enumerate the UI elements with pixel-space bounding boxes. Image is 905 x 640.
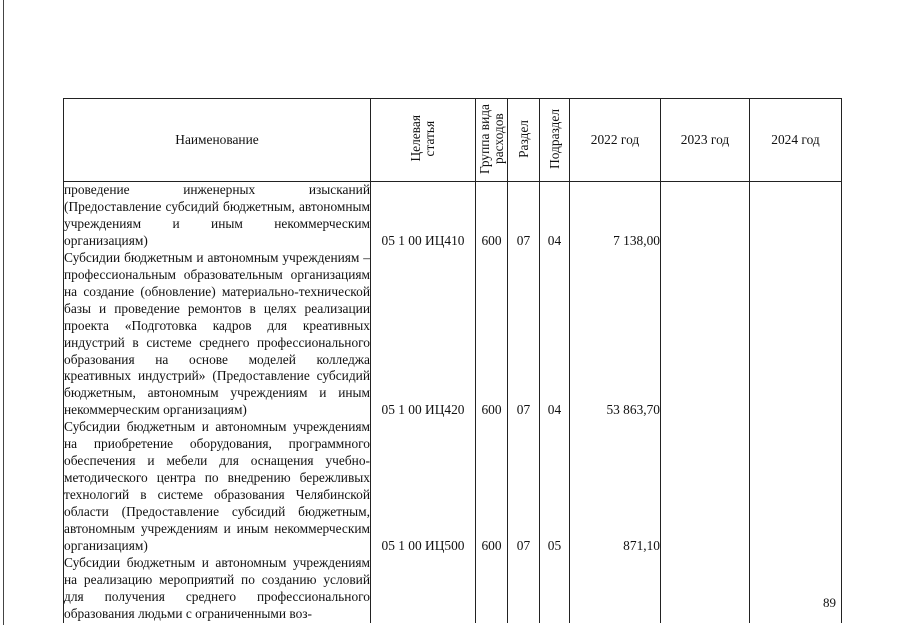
row-2022: 871,10 [570,419,661,555]
row-2023 [661,182,750,250]
row-target: 05 1 00 ИЦ420 [371,250,476,420]
header-row [64,99,842,182]
table-row [64,419,842,555]
table-row [64,182,842,250]
row-2024 [750,250,842,420]
header-subsection: Подраздел [540,99,570,182]
row-target: 05 1 00 ИЦ500 [371,419,476,555]
header-name: Наименование [64,99,371,182]
row-target [371,555,476,623]
row-group [476,555,508,623]
row-2023 [661,555,750,623]
row-section: 07 [508,419,540,555]
row-target: 05 1 00 ИЦ410 [371,182,476,250]
header-group: Группа вида расходов [476,99,508,182]
row-2022: 53 863,70 [570,250,661,420]
row-name: Субсидии бюджетным и автономным учреждениям на реализацию мероприятий по созданию условий для получения среднего профессионального образования людьми с ограниченными воз- [64,555,370,622]
header-target: Целевая статья [371,99,476,182]
row-name: Субсидии бюджетным и автономным учреждениям на приобретение оборудования, программного обеспечения и мебели для оснащения учебно-методического центра по внедрению бережливых технологий в системе образования Челябинской области (Предоставление субсидий бюджетным, автономным учреждениям и иным некоммерческим организациям) [64,419,370,554]
scan-edge-line [3,0,4,625]
row-subsection: 04 [540,182,570,250]
row-subsection: 05 [540,419,570,555]
header-section: Раздел [508,99,540,182]
budget-table [63,98,842,623]
row-group: 600 [476,419,508,555]
row-2022: 7 138,00 [570,182,661,250]
row-section [508,555,540,623]
table-row [64,555,842,623]
header-2024: 2024 год [750,99,842,182]
row-2022 [570,555,661,623]
row-group: 600 [476,182,508,250]
page-number: 89 [823,595,836,610]
row-subsection [540,555,570,623]
row-subsection: 04 [540,250,570,420]
row-2024 [750,555,842,623]
row-section: 07 [508,250,540,420]
row-2023 [661,250,750,420]
row-name: Субсидии бюджетным и автономным учреждениям – профессиональным образовательным организациям на создание (обновление) материально-технической базы и проведение ремонтов в целях реализации проекта «Подготовка кадров для креативных индустрий в системе среднего профессионального образования на основе моделей колледжа креативных индустрий» (Предоставление субсидий бюджетным, автономным учреждениям и иным некоммерческим организациям) [64,249,370,418]
table-row [64,250,842,420]
row-section: 07 [508,182,540,250]
row-2024 [750,182,842,250]
row-name: проведение инженерных изысканий (Предоставление субсидий бюджетным, автономным учреждениям и иным некоммерческим организациям) [64,182,370,248]
row-2023 [661,419,750,555]
header-2022: 2022 год [570,99,661,182]
row-group: 600 [476,250,508,420]
header-2023: 2023 год [661,99,750,182]
row-2024 [750,419,842,555]
